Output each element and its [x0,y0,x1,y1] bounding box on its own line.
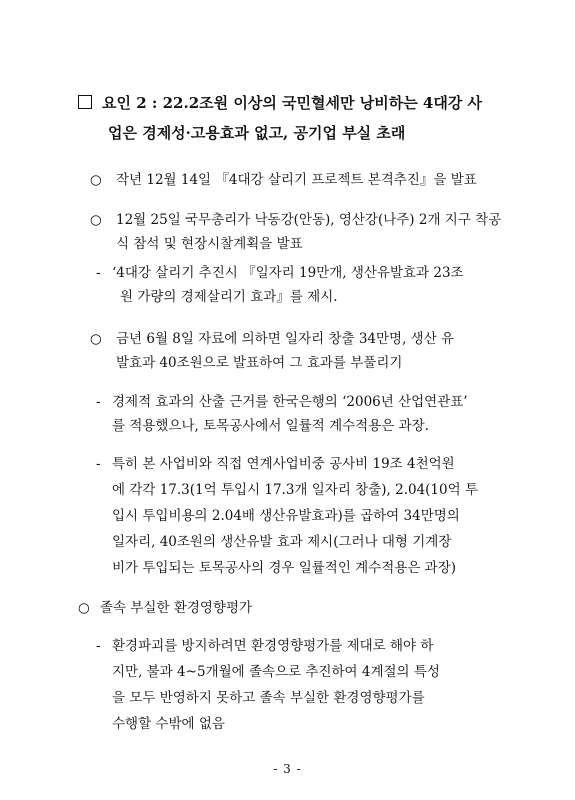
item-text: 입시 투입비용의 2.04배 생산유발효과)를 곱하여 34만명의 [112,508,460,524]
item-text: 환경파괴를 방지하려면 환경영향평가를 제대로 해야 하 [112,638,434,654]
item-text: 경제적 효과의 산출 근거를 한국은행의 ‘2006년 산업연관표’ [112,394,468,410]
item-text: 졸속 부실한 환경영향평가 [100,600,253,616]
heading-line-1 [78,88,518,118]
list-item [96,451,510,581]
list-item [90,327,510,375]
list-item [90,208,510,256]
item-text: 12월 25일 국무총리가 낙동강(안동), 영산강(나주) 2개 지구 착공 [116,212,502,228]
circle-bullet-icon: ○ [90,212,102,228]
dash-bullet-icon: - [96,265,101,281]
item-text: 원 가량의 경제살리기 효과』를 제시. [120,289,338,305]
list-item [78,596,510,620]
dash-bullet-icon: - [96,394,101,410]
item-text: 식 참석 및 현장시찰계획을 발표 [116,236,303,252]
circle-bullet-icon: ○ [90,331,102,347]
item-text: 지만, 불과 4~5개월에 졸속으로 추진하여 4계절의 특성 [112,664,440,680]
list-item [96,390,510,438]
list-item [96,633,510,737]
heading-text-1: 요인 2 : 22.2조원 이상의 국민혈세만 낭비하는 4대강 사 [102,94,483,112]
item-text: 비가 투입되는 토목공사의 경우 일률적인 계수적용은 과장) [112,560,456,576]
item-text: 수행할 수밖에 없음 [112,716,225,732]
item-text: 특히 본 사업비와 직접 연계사업비중 공사비 19조 4천억원 [112,456,455,472]
item-text: 을 모두 반영하지 못하고 졸속 부실한 환경영향평가를 [112,690,425,706]
section-heading [78,88,518,148]
item-text: ‘4대강 살리기 추진시 『일자리 19만개, 생산유발효과 23조 [112,265,464,281]
dash-bullet-icon: - [96,456,101,472]
dash-bullet-icon: - [96,638,101,654]
circle-bullet-icon: ○ [78,600,90,616]
item-text: 작년 12월 14일 『4대강 살리기 프로젝트 본격추진』을 발표 [116,172,477,188]
item-text: 발효과 40조원으로 발표하여 그 효과를 부풀리기 [116,355,403,371]
item-text: 금년 6월 8일 자료에 의하면 일자리 창출 34만명, 생산 유 [116,331,455,347]
heading-line-2: 업은 경제성·고용효과 없고, 공기업 부실 초래 [108,124,406,142]
item-text: 에 각각 17.3(1억 투입시 17.3개 일자리 창출), 2.04(10억 투 [112,482,478,498]
item-text: 일자리, 40조원의 생산유발 효과 제시(그러나 대형 기계장 [112,534,452,550]
list-item [90,168,510,192]
checkbox-square-icon [78,95,92,109]
page-number: - 3 - [273,762,302,776]
list-item [96,261,510,309]
circle-bullet-icon: ○ [90,172,102,188]
item-text: 를 적용했으나, 토목공사에서 일률적 계수적용은 과장. [112,418,429,434]
